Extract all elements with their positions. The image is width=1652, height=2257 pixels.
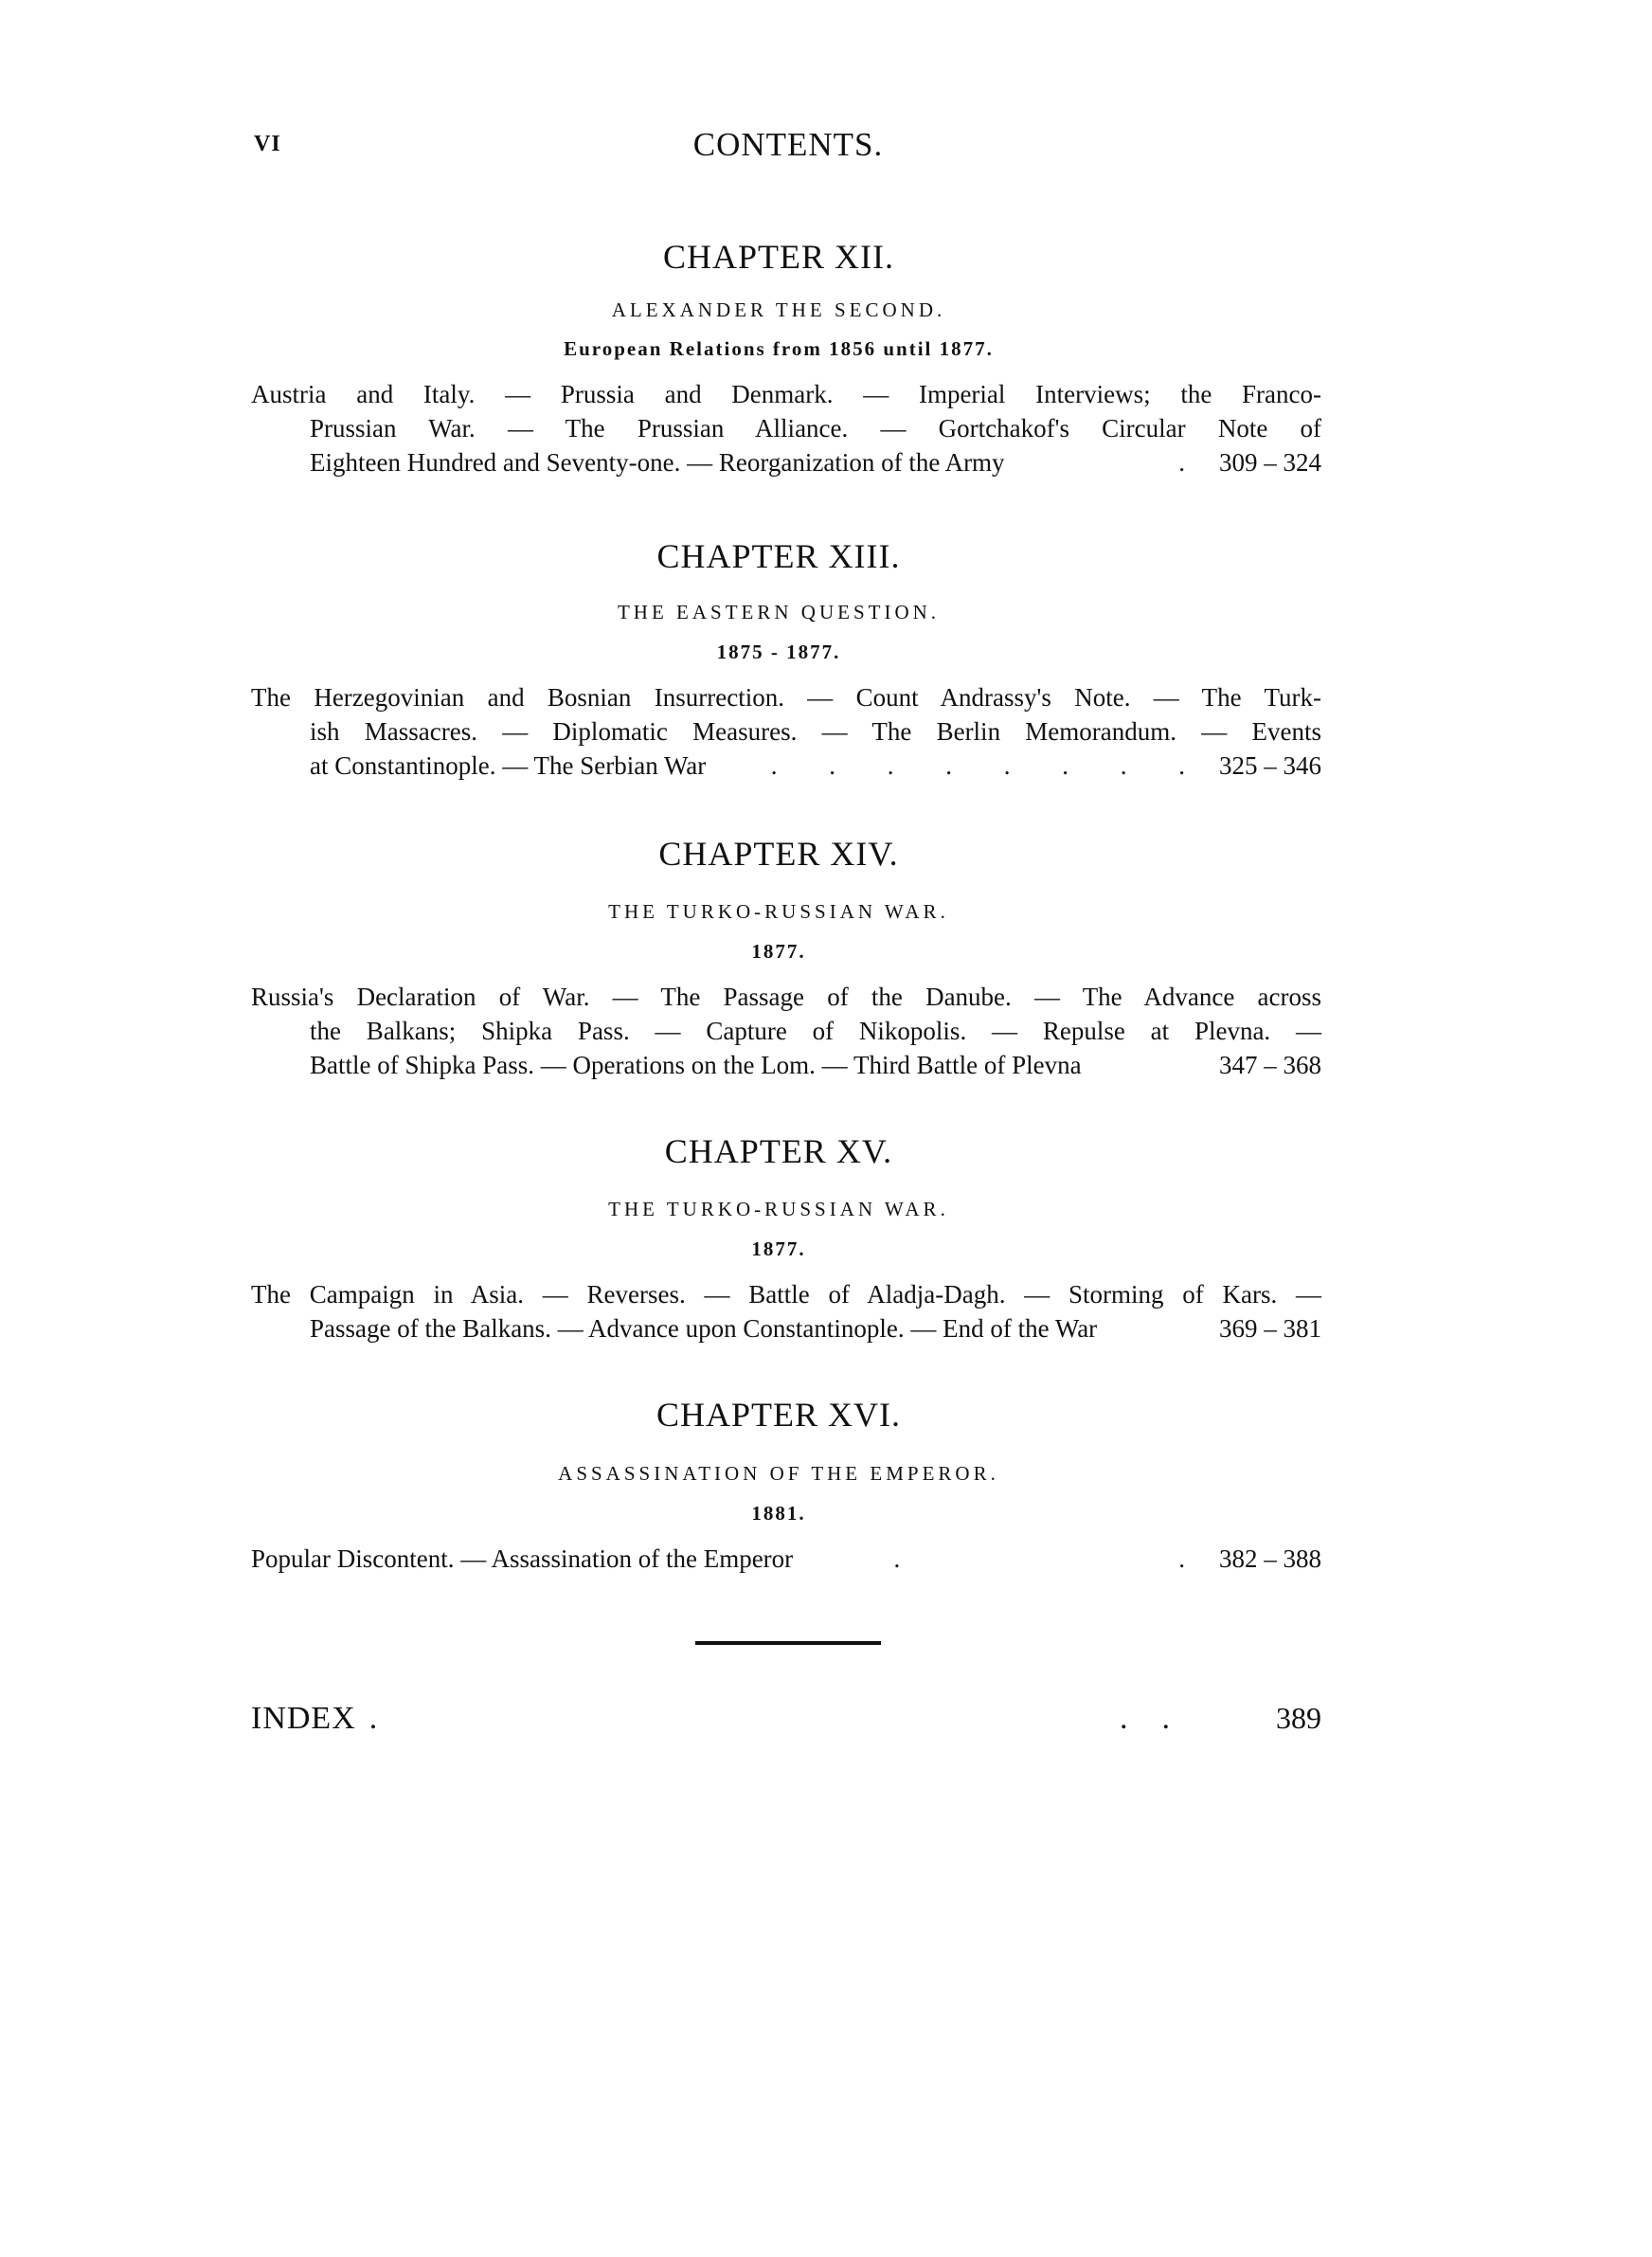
chapter-title: CHAPTER XV.: [664, 1132, 893, 1170]
summary-line: the Balkans; Shipka Pass. — Capture of Nikopolis. — Repulse at Plevna. —: [310, 1017, 1321, 1045]
summary-line: Popular Discontent. — Assassination of the Emperor . . 382 – 388: [251, 1542, 1321, 1576]
summary-line: Russia's Declaration of War. — The Passage of the Danube. — The Advance across: [251, 983, 1321, 1011]
index-entry: [251, 1701, 1321, 1737]
summary-line: at Constantinople. — The Serbian War . . . . . . . . 325 – 346: [251, 749, 1321, 783]
page-range: 347 – 368: [1219, 1051, 1321, 1079]
summary-line: Passage of the Balkans. — Advance upon Constantinople. — End of the War 369 – 381: [251, 1311, 1321, 1345]
chapter-title: CHAPTER XII.: [663, 238, 894, 276]
page-range: 369 – 381: [1219, 1314, 1321, 1343]
chapter-title: CHAPTER XVI.: [655, 1396, 901, 1434]
chapter-subject: THE TURKO-RUSSIAN WAR.: [608, 1198, 949, 1220]
summary-line: Eighteen Hundred and Seventy-one. — Reorganization of the Army . 309 – 324: [251, 445, 1321, 479]
chapter-subject: THE TURKO-RUSSIAN WAR.: [608, 900, 949, 923]
leader-dots: .: [368, 1701, 378, 1736]
chapter-title: CHAPTER XIII.: [656, 537, 901, 575]
page-range: 309 – 324: [1219, 448, 1321, 477]
chapter-dates: 1881.: [751, 1502, 806, 1525]
summary-line: The Campaign in Asia. — Reverses. — Battle of Aladja-Dagh. — Storming of Kars. —: [251, 1280, 1321, 1309]
chapter-dates: 1875 - 1877.: [716, 641, 841, 663]
chapter-summary: [251, 980, 1321, 1082]
chapter-title: CHAPTER XIV.: [658, 835, 899, 873]
page-range: 325 – 346: [1219, 751, 1321, 780]
summary-line: Prussian War. — The Prussian Alliance. — Gortchakof's Circular Note of: [310, 414, 1321, 442]
section-divider: [695, 1641, 881, 1645]
chapter-summary: [251, 1542, 1321, 1576]
chapter-dates: 1877.: [751, 1237, 806, 1260]
chapter-summary: [251, 680, 1321, 783]
index-page: 389: [1276, 1701, 1321, 1735]
chapter-summary: [251, 1277, 1321, 1345]
page-range: 382 – 388: [1219, 1544, 1321, 1573]
page-number: VI: [254, 132, 281, 156]
chapter-subject: ASSASSINATION OF THE EMPEROR.: [558, 1462, 999, 1485]
chapter-summary: [251, 377, 1321, 479]
summary-line: The Herzegovinian and Bosnian Insurrection. — Count Andrassy's Note. — The Turk-: [251, 683, 1321, 712]
chapter-subject: ALEXANDER THE SECOND.: [611, 298, 946, 321]
chapter-dates: European Relations from 1856 until 1877.: [564, 337, 994, 360]
summary-line: ish Massacres. — Diplomatic Measures. — The Berlin Memorandum. — Events: [310, 717, 1321, 746]
page-header: [0, 126, 1652, 173]
running-title: CONTENTS.: [692, 126, 884, 163]
index-label: INDEX: [251, 1701, 356, 1736]
chapter-subject: THE EASTERN QUESTION.: [617, 601, 941, 623]
summary-line: Battle of Shipka Pass. — Operations on the Lom. — Third Battle of Plevna 347 – 368: [251, 1048, 1321, 1082]
leader-dots: ..: [1120, 1701, 1204, 1736]
chapter-dates: 1877.: [751, 940, 806, 963]
summary-line: Austria and Italy. — Prussia and Denmark. — Imperial Interviews; the Franco-: [251, 380, 1321, 408]
